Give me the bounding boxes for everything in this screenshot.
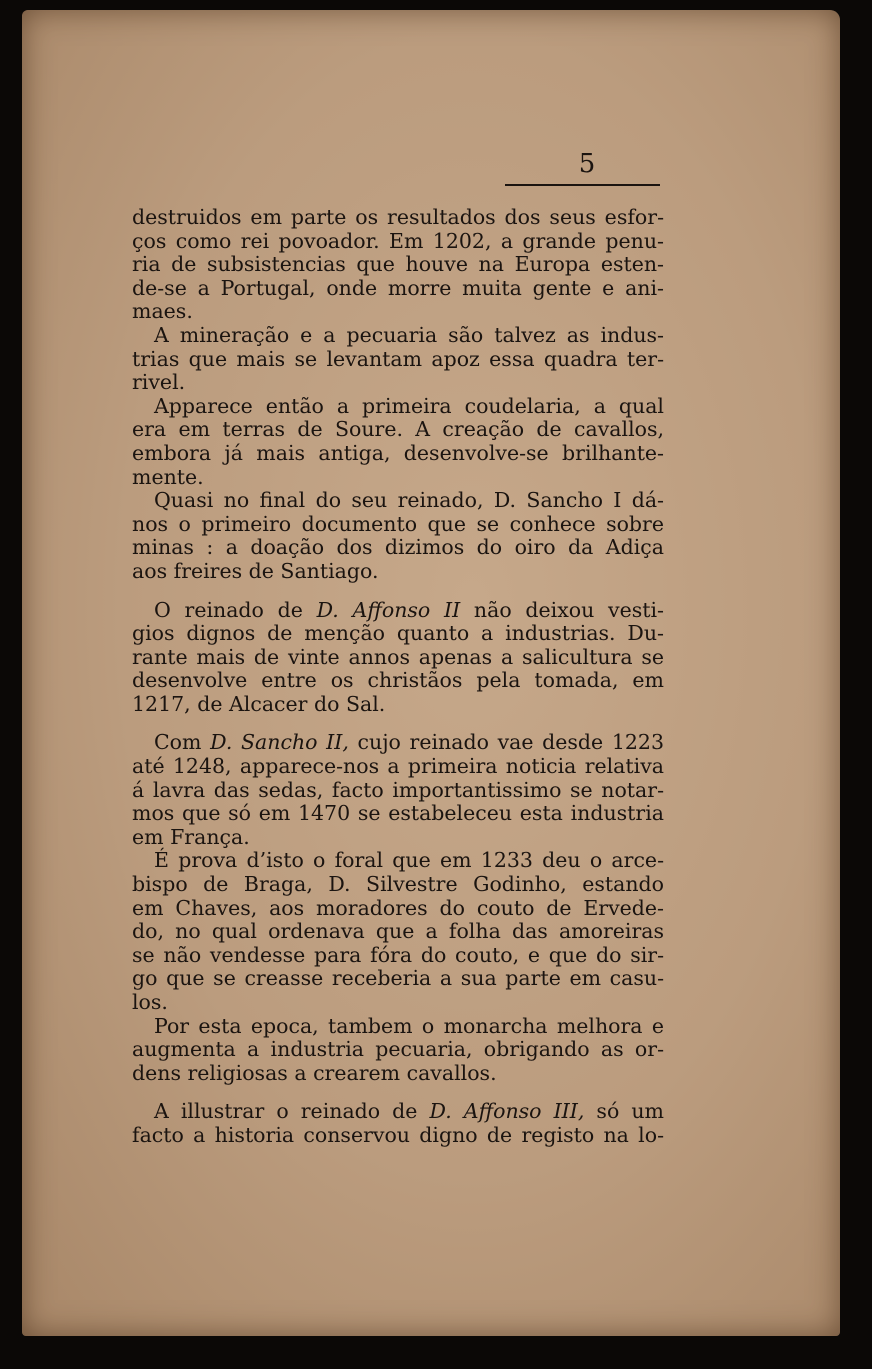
text-fragment: Com	[154, 730, 211, 755]
text-line: ria de subsistencias que houve na Europa esten-	[132, 252, 664, 277]
text-line: bispo de Braga, D. Silvestre Godinho, estando	[132, 872, 664, 897]
text-line: ços como rei povoador. Em 1202, a grande penu-	[132, 228, 664, 253]
text-line: A mineração e a pecuaria são talvez as indus-	[154, 322, 664, 347]
text-line: destruidos em parte os resultados dos seus esfor-	[132, 205, 664, 229]
header-rule	[505, 184, 660, 186]
text-line: Apparece então a primeira coudelaria, a qual	[154, 393, 664, 418]
text-line: á lavra das sedas, facto importantissimo se notar-	[132, 777, 664, 802]
text-fragment: A illustrar o reinado de	[154, 1099, 430, 1124]
text-line: É prova d’isto o foral que em 1233 deu o arce-	[154, 848, 664, 873]
page-number: 5	[578, 149, 596, 179]
text-line: go que se creasse receberia a sua parte em casu-	[132, 966, 664, 991]
text-line: trias que mais se levantam apoz essa quadra ter-	[132, 346, 664, 371]
text-line: desenvolve entre os christãos pela tomada, em	[132, 668, 664, 693]
text-fragment: O reinado de	[154, 597, 317, 622]
text-line: rivel.	[132, 370, 186, 395]
text-line: mente.	[132, 464, 204, 489]
italic-name: D. Sancho II,	[210, 730, 349, 755]
text-line	[132, 599, 664, 623]
italic-name: D. Affonso III,	[429, 1099, 585, 1124]
text-line: minas : a doação dos dizimos do oiro da Adiça	[132, 535, 664, 560]
text-line: facto a historia conservou digno de registo na lo-	[132, 1122, 664, 1147]
text-line: de-se a Portugal, onde morre muita gente e ani-	[132, 275, 664, 300]
text-fragment: só um	[584, 1099, 664, 1124]
text-line: nos o primeiro documento que se conhece sobre	[132, 511, 664, 536]
text-line: em França.	[132, 824, 250, 849]
text-fragment: cujo reinado vae desde 1223	[348, 730, 665, 755]
text-line	[132, 1100, 664, 1124]
text-line: embora já mais antiga, desenvolve-se brilhante-	[132, 440, 664, 465]
text-line: era em terras de Soure. A creação de cavallos,	[132, 417, 664, 442]
book-page	[22, 10, 840, 1336]
text-line: Quasi no final do seu reinado, D. Sancho I dá-	[154, 488, 664, 513]
body-text	[132, 206, 664, 1148]
text-line: do, no qual ordenava que a folha das amoreiras	[132, 919, 664, 944]
text-line: augmenta a industria pecuaria, obrigando as or-	[132, 1037, 664, 1062]
italic-name: D. Affonso II	[316, 597, 461, 622]
paragraph-gap	[132, 1085, 664, 1100]
text-line: em Chaves, aos moradores do couto de Ervede-	[132, 895, 664, 920]
text-line: Por esta epoca, tambem o monarcha melhora e	[154, 1013, 664, 1038]
text-fragment: não deixou vesti-	[460, 597, 664, 622]
text-line	[132, 731, 664, 755]
text-line: gios dignos de menção quanto a industrias. Du-	[132, 621, 664, 646]
paragraph-gap	[132, 584, 664, 599]
text-line: até 1248, apparece-nos a primeira noticia relativa	[132, 754, 664, 779]
text-line: 1217, de Alcacer do Sal.	[132, 691, 386, 716]
paragraph-gap	[132, 716, 664, 731]
text-line: los.	[132, 990, 168, 1014]
text-line: rante mais de vinte annos apenas a salicultura se	[132, 644, 664, 669]
text-line: dens religiosas a crearem cavallos.	[132, 1060, 497, 1085]
text-line: maes.	[132, 299, 193, 324]
text-line: se não vendesse para fóra do couto, e que do sir-	[132, 942, 664, 967]
text-line: aos freires de Santiago.	[132, 558, 379, 583]
text-line: mos que só em 1470 se estabeleceu esta industria	[132, 801, 664, 826]
